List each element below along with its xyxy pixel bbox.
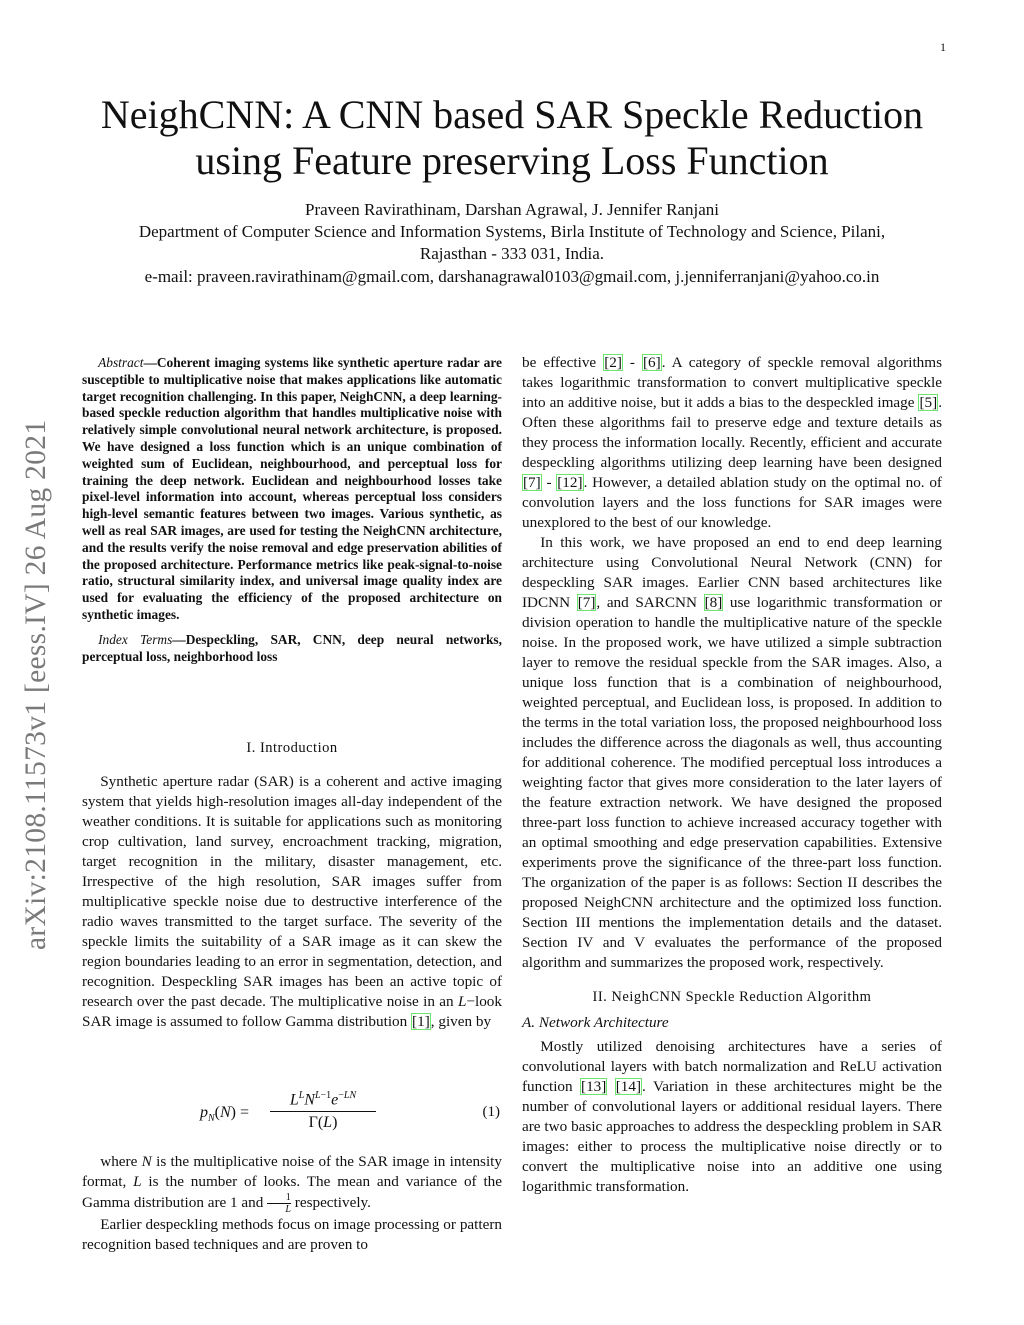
text-run: is the multiplicative noise of the SAR image in intensity format,: [82, 1153, 502, 1190]
author-names: Praveen Ravirathinam, Darshan Agrawal, J. Jennifer Ranjani: [304, 200, 719, 219]
index-terms-label: Index Terms: [98, 631, 173, 647]
fraction-denominator: L: [285, 1204, 291, 1215]
intro-text: [82, 1152, 502, 1215]
citation-link[interactable]: [5]: [919, 394, 938, 411]
text-run: . Often these algorithms fail to preserve edge and texture details as they process the information locally. Recently, efficient and accurate despeckling algorithms utilizing deep learning have been designed: [522, 394, 942, 471]
text-run: . Variation in these architectures might be the number of convolutional layers or additional residual layers. There are two basic approaches to address the despeckling problem in SAR images: either to process the multiplicative noise directly or to convert the multiplicative noise into an additive one using logarithmic transformation.: [522, 1078, 942, 1195]
section-heading-introduction: I. Introduction: [246, 740, 338, 756]
citation-link[interactable]: [14]: [615, 1078, 642, 1095]
affiliation-line-2: Rajasthan - 333 031, India.: [419, 244, 605, 263]
right-paragraph-3: [522, 1037, 942, 1197]
title-line-2: using Feature preserving Loss Function: [195, 138, 829, 183]
text-run: be effective: [522, 354, 604, 371]
equation-denominator: Γ(L): [308, 1114, 338, 1132]
text-run: where: [100, 1153, 142, 1170]
inline-fraction: [267, 1192, 291, 1215]
arxiv-identifier: arXiv:2108.11573v1 [eess.IV] 26 Aug 2021: [20, 419, 52, 950]
author-info: [70, 199, 954, 288]
text-run: In this work, we have proposed an end to end deep learning architecture using Convolutional Neural Network (CNN) for despeckling SAR images. Earlier CNN based architectures like IDCNN: [522, 534, 942, 611]
right-paragraph-2: [522, 533, 942, 973]
equation-number: (1): [482, 1104, 500, 1120]
citation-link[interactable]: [7]: [523, 474, 541, 491]
page-number: 1: [940, 40, 946, 54]
text-run: , given by: [430, 1013, 492, 1030]
right-paragraph-1: [522, 353, 942, 533]
subsection-heading-network-architecture: A. Network Architecture: [522, 1014, 669, 1031]
intro-paragraph-1: [82, 772, 502, 1032]
text-run: [607, 1078, 614, 1095]
math-var: N: [141, 1153, 152, 1170]
citation-link[interactable]: [13]: [581, 1078, 607, 1095]
intro-text: Earlier despeckling methods focus on image processing or pattern recognition based techniques and are proven to: [82, 1216, 502, 1253]
text-run: . However, a detailed ablation study on the optimal no. of convolution layers and the loss functions for SAR images were unexplored to the best of our knowledge.: [522, 474, 942, 531]
citation-link[interactable]: [12]: [557, 474, 583, 491]
affiliation-line-1: Department of Computer Science and Information Systems, Birla Institute of Technology and Science, Pilani,: [138, 222, 886, 241]
intro-paragraph-2: [82, 1152, 502, 1255]
text-run: , and SARCNN: [596, 594, 704, 611]
paper-title: [60, 92, 964, 184]
intro-text: [82, 772, 502, 1032]
index-terms: [82, 632, 502, 666]
abstract-paragraph: [82, 355, 502, 624]
text-run: . A category of speckle removal algorithms takes logarithmic transformation to convert multiplicative speckle into an additive noise, but it adds a bias to the despeckled image: [522, 354, 943, 411]
math-var: L: [133, 1173, 142, 1190]
text-run: respectively.: [290, 1193, 371, 1211]
citation-link[interactable]: [1]: [412, 1013, 430, 1030]
fraction-numerator: 1: [267, 1192, 291, 1204]
citation-link[interactable]: [8]: [704, 594, 723, 611]
abstract-label: Abstract: [98, 355, 144, 370]
abstract: [82, 355, 502, 665]
abstract-text: —Coherent imaging systems like synthetic aperture radar are susceptible to multiplicative noise that makes applications like automatic target recognition challenging. In this paper, NeighCNN, a deep learning-based speckle reduction algorithm that handles multiplicative noise with relatively simple convolutional neural network architecture, is proposed. We have designed a loss function which is an unique combination of weighted sum of Euclidean, neighbourhood, and perceptual loss for training the deep network. Euclidean and neighbourhood losses take pixel-level information into account, whereas perceptual loss considers high-level semantic features between two images. Various synthetic, as well as real SAR images, are used for testing the NeighCNN architecture, and the results verify the noise removal and edge preservation abilities of the proposed architecture. Performance metrics like peak-signal-to-noise ratio, structural similarity index, and universal image quality index are used for evaluating the efficiency of the proposed architecture on synthetic images.: [82, 355, 502, 622]
text-run: use logarithmic transformation or division operation to handle the multiplicative nature of the speckle noise. In the proposed work, we have utilized a simple subtraction layer to remove the residual speckle from the SAR images. Also, a unique loss function that is a combination of neighbourhood, weighted perceptual, and Euclidean loss, is proposed. In addition to the terms in the total variation loss, the proposed neighbourhood loss includes the difference across the diagonals as well, thus accounting for additional coherence. The modified perceptual loss introduces a weighting factor that gives more consideration to the later layers of the feature extraction network. We have designed the proposed three-part loss function to achieve increased accuracy together with an optimal smoothing and edge preservation capabilities. Extensive experiments prove the significance of the three-part loss function. The organization of the paper is as follows: Section II describes the proposed NeighCNN architecture and the optimized loss function. Section III mentions the implementation details and the dataset. Section IV and V evaluates the performance of the proposed algorithm and summarizes the proposed work, respectively.: [522, 594, 943, 971]
section-heading-algorithm: II. NeighCNN Speckle Reduction Algorithm: [592, 989, 872, 1005]
citation-link[interactable]: [7]: [577, 594, 596, 611]
right-column: [522, 353, 942, 1197]
text-run: −look SAR image is assumed to follow Gamma distribution: [82, 993, 502, 1030]
title-line-1: NeighCNN: A CNN based SAR Speckle Reduction: [100, 92, 924, 137]
citation-link[interactable]: [6]: [642, 354, 661, 371]
text-run: is the number of looks. The mean and variance of the Gamma distribution are 1 and: [82, 1173, 502, 1211]
equation-fraction: [270, 1090, 376, 1132]
text-run: Mostly utilized denoising architectures have a series of convolutional layers with batch normalization and ReLU activation function: [522, 1038, 942, 1095]
text-run: -: [622, 354, 642, 371]
equation-lhs: $p_N(N)$ =: [200, 1104, 250, 1125]
equation-1: [82, 1090, 502, 1140]
math-var: L: [457, 993, 467, 1010]
email-line: e-mail: praveen.ravirathinam@gmail.com, darshanagrawal0103@gmail.com, j.jenniferranjani@yahoo.co.in: [144, 267, 880, 286]
index-terms-text: —Despeckling, SAR, CNN, deep neural networks, perceptual loss, neighborhood loss: [82, 631, 502, 664]
equation-numerator: $L^LN^{L-1}e^{-LN}$: [270, 1090, 376, 1112]
citation-link[interactable]: [2]: [604, 354, 622, 371]
text-run: Synthetic aperture radar (SAR) is a coherent and active imaging system that yields high-resolution images all-day independent of the weather conditions. It is suitable for applications such as monitoring crop cultivation, land survey, encroachment tracking, migration, target recognition in the military, disaster management, etc. Irrespective of the high resolution, SAR images suffer from multiplicative speckle noise due to destructive interference of the radio waves transmitted to the target surface. The severity of the speckle limits the suitability of a SAR image as it can skew the region boundaries leading to an error in segmentation, detection, and recognition. Despeckling SAR images has been an active topic of research over the past decade. The multiplicative noise in an: [82, 773, 502, 1010]
text-run: -: [541, 474, 557, 491]
